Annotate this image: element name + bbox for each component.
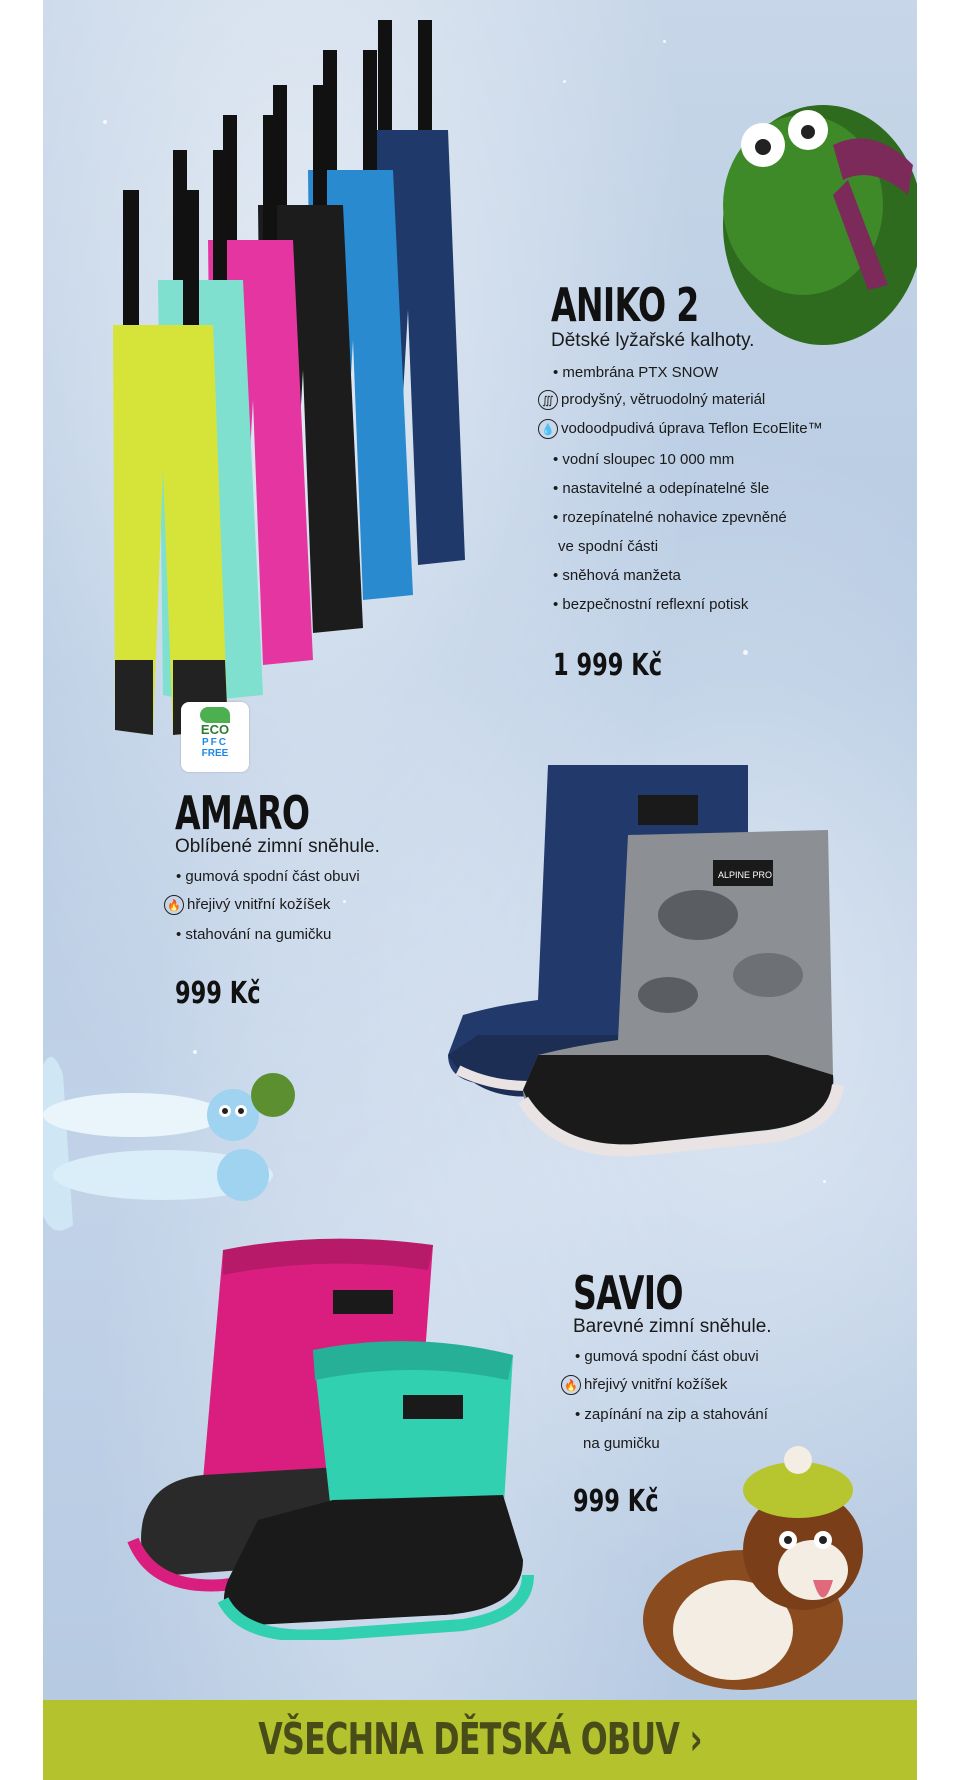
savio-subtitle: Barevné zimní sněhule. bbox=[573, 1316, 772, 1337]
eco-leaf-icon bbox=[200, 707, 230, 723]
aniko-feature-3: 💧 vodoodpudivá úprava Teflon EcoElite™ bbox=[538, 419, 823, 439]
savio-feature-2: 🔥 hřejivý vnitřní kožíšek bbox=[561, 1375, 727, 1395]
aniko-feature-6b: ve spodní části bbox=[558, 538, 659, 555]
amaro-feature-3: • stahování na gumičku bbox=[176, 926, 332, 943]
aniko-feature-4: • vodní sloupec 10 000 mm bbox=[553, 451, 735, 468]
aniko-feature-1: • membrána PTX SNOW bbox=[553, 364, 719, 381]
aniko-feature-5: • nastavitelné a odepínatelné šle bbox=[553, 480, 770, 497]
aniko-subtitle: Dětské lyžařské kalhoty. bbox=[551, 330, 755, 351]
all-kids-shoes-link[interactable]: VŠECHNA DĚTSKÁ OBUV › bbox=[258, 1714, 702, 1765]
eco-pfc-free-badge: ECO PFC FREE bbox=[181, 702, 249, 772]
savio-title: SAVIO bbox=[573, 1266, 683, 1320]
chevron-right-icon: › bbox=[689, 1714, 702, 1765]
savio-price: 999 Kč bbox=[573, 1484, 659, 1519]
st-bernard-dog-image bbox=[623, 1430, 893, 1700]
savio-feature-3b: na gumičku bbox=[583, 1435, 660, 1452]
savio-feature-1: • gumová spodní část obuvi bbox=[575, 1348, 759, 1365]
savio-boots-image[interactable] bbox=[83, 1230, 553, 1640]
aniko-title: ANIKO 2 bbox=[551, 278, 699, 332]
aniko-price: 1 999 Kč bbox=[553, 648, 663, 683]
snow-background bbox=[43, 0, 917, 1700]
amaro-boots-image[interactable] bbox=[438, 755, 898, 1165]
amaro-title: AMARO bbox=[175, 786, 310, 840]
aniko-feature-7: • sněhová manžeta bbox=[553, 567, 681, 584]
warm-fleece-icon: 🔥 bbox=[164, 895, 184, 915]
svg-text:ALPINE PRO: ALPINE PRO bbox=[718, 870, 773, 880]
aniko-feature-6: • rozepínatelné nohavice zpevněné bbox=[553, 509, 787, 526]
aniko-feature-2: ∭ prodyšný, větruodolný materiál bbox=[538, 390, 765, 410]
amaro-feature-1: • gumová spodní část obuvi bbox=[176, 868, 360, 885]
breathable-icon: ∭ bbox=[538, 390, 558, 410]
ski-pants-image[interactable] bbox=[73, 10, 543, 740]
water-repellent-icon: 💧 bbox=[538, 419, 558, 439]
amaro-feature-2: 🔥 hřejivý vnitřní kožíšek bbox=[164, 895, 330, 915]
snow-characters-image bbox=[43, 1045, 313, 1245]
aniko-feature-8: • bezpečnostní reflexní potisk bbox=[553, 596, 749, 613]
amaro-subtitle: Oblíbené zimní sněhule. bbox=[175, 836, 380, 857]
warm-fleece-icon: 🔥 bbox=[561, 1375, 581, 1395]
green-monster-image bbox=[683, 85, 917, 345]
footer-banner bbox=[43, 1700, 917, 1780]
savio-feature-3: • zapínání na zip a stahování bbox=[575, 1406, 768, 1423]
amaro-price: 999 Kč bbox=[175, 976, 261, 1011]
